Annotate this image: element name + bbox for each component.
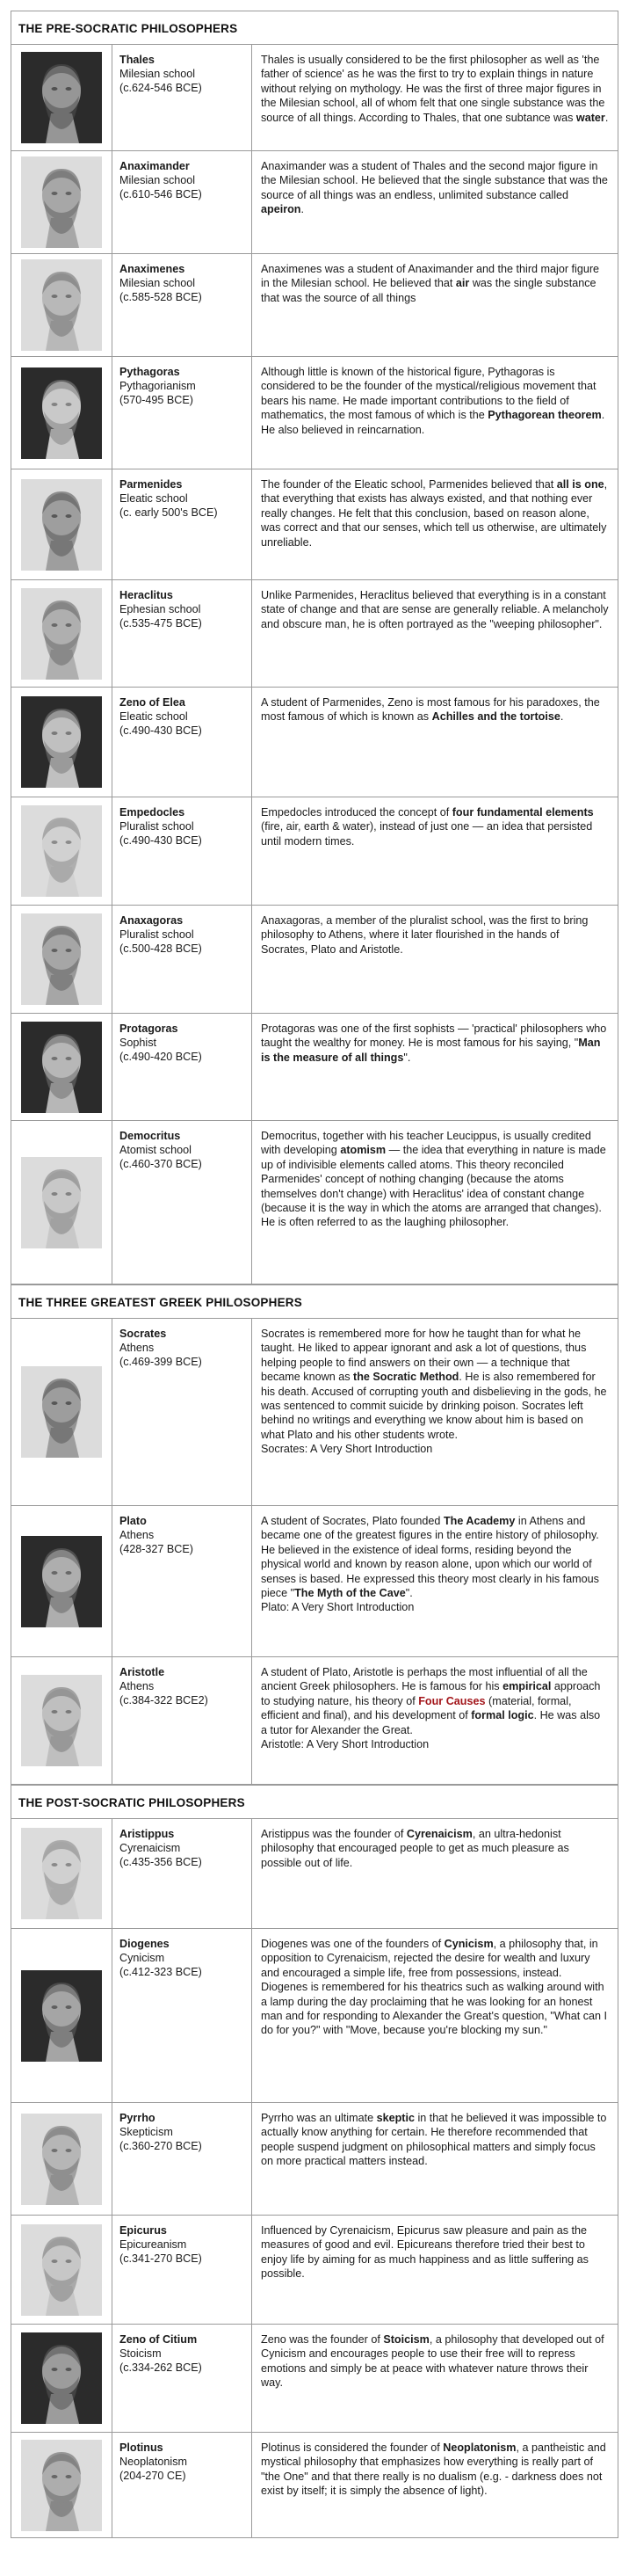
section-title: THE POST-SOCRATIC PHILOSOPHERS [11, 1785, 618, 1818]
philosopher-name: Anaximenes [119, 263, 185, 275]
bust-icon [21, 2440, 102, 2531]
name-cell [112, 580, 252, 687]
philosopher-row [11, 2102, 618, 2215]
bust-icon [21, 156, 102, 248]
description-cell [252, 2103, 618, 2215]
description-cell [252, 2216, 618, 2324]
description-cell [252, 580, 618, 687]
description-cell [252, 469, 618, 579]
description-text: , a philosophy that, in opposition to Cyrenaicism, rejected the desire for wealth and luxury and encouraged a simple life, free from possessions, instead. Diogenes is remembered for his theatrics such as walking around with a lamp during the day proclaiming that he was looking for an honest man and for responding to Alexander the Great's question, "What can I do for you?" with "Move, because you're blocking my sun." [261, 1938, 608, 2037]
philosopher-name: Plato [119, 1515, 147, 1527]
description-cell [252, 2325, 618, 2432]
name-cell [112, 2433, 252, 2537]
portrait-cell [11, 1319, 112, 1505]
description-text: . He was also a tutor for Alexander the Great. [261, 1709, 601, 1736]
key-term: The Myth of the Cave [294, 1587, 406, 1600]
bust-icon [21, 367, 102, 459]
bust-icon [21, 1157, 102, 1248]
philosopher-dates: (c.624-546 BCE) [119, 82, 202, 94]
philosopher-dates: (c.360-270 BCE) [119, 2140, 202, 2152]
philosopher-school: Athens [119, 1680, 155, 1692]
name-cell [112, 151, 252, 253]
description-text: Although little is known of the historical figure, Pythagoras is considered to be the founder of the mystical/religious movement that bears his name. He made important contributions to the field of mathematics, the most famous of which is the [261, 366, 596, 422]
description-text: A student of Socrates, Plato founded [261, 1515, 444, 1527]
key-term: Man is the measure of all things [261, 1037, 601, 1064]
description-text: Socrates is remembered more for how he taught than for what he taught. He liked to appear ignorant and ask a lot of questions, thus helping people to find answers on their own — a technique that became known as [261, 1328, 587, 1384]
name-cell [112, 1014, 252, 1120]
philosopher-dates: (c.535-475 BCE) [119, 617, 202, 629]
bust-icon [21, 1828, 102, 1919]
portrait-cell [11, 254, 112, 356]
description-text: . He also believed in reincarnation. [261, 409, 605, 436]
philosopher-name: Aristotle [119, 1666, 165, 1678]
description-text: , an ultra-hedonist philosophy that encouraged people to get as much pleasure as possible out of life. [261, 1828, 569, 1869]
description-cell [252, 1319, 618, 1505]
philosopher-name: Anaximander [119, 160, 190, 172]
bust-icon [21, 805, 102, 897]
name-cell [112, 1929, 252, 2102]
bust-icon [21, 52, 102, 143]
bust-icon [21, 1022, 102, 1113]
bust-icon [21, 479, 102, 571]
bust-icon [21, 1366, 102, 1458]
philosopher-school: Pluralist school [119, 820, 194, 833]
description-text: was the single substance that was the source of all things [261, 277, 596, 304]
book-link[interactable]: Aristotle: A Very Short Introduction [261, 1738, 430, 1751]
bust-icon [21, 913, 102, 1005]
philosopher-name: Epicurus [119, 2224, 167, 2237]
description-text: Anaximenes was a student of Anaximander and the third major figure in the Milesian school. He believed that [261, 263, 600, 290]
philosopher-name: Pyrrho [119, 2112, 155, 2124]
key-term: Neoplatonism [443, 2441, 517, 2454]
portrait-cell [11, 1657, 112, 1784]
portrait-cell [11, 45, 112, 150]
bust-icon [21, 259, 102, 351]
description-text: A student of Parmenides, Zeno is most famous for his paradoxes, the most famous of which is known as [261, 696, 600, 724]
key-term: water [575, 111, 605, 124]
key-term: all is one [556, 478, 604, 491]
philosopher-name: Pythagoras [119, 366, 180, 378]
philosopher-name: Aristippus [119, 1828, 175, 1840]
philosopher-row [11, 356, 618, 469]
section-title: THE PRE-SOCRATIC PHILOSOPHERS [11, 11, 618, 44]
description-text: Aristippus was the founder of [261, 1828, 407, 1840]
philosopher-school: Sophist [119, 1037, 157, 1049]
key-term: Pythagorean theorem [488, 409, 602, 422]
philosopher-name: Heraclitus [119, 589, 173, 601]
bust-icon [21, 2114, 102, 2205]
description-text: Democritus, together with his teacher Leucippus, is usually credited with developing [261, 1130, 591, 1157]
philosopher-row [11, 2215, 618, 2324]
name-cell [112, 2325, 252, 2432]
name-cell [112, 2216, 252, 2324]
description-text: Thales is usually considered to be the first philosopher as well as 'the father of science' as he was the first to try to explain things in nature without relying on mythology. He was the first of three major figures in the Milesian school, all of whom felt that one single substance was the source of all things. According to Thales, that one subtance was [261, 54, 605, 124]
key-term: apeiron [261, 203, 301, 216]
name-cell [112, 906, 252, 1013]
description-text: A student of Plato, Aristotle is perhaps the most influential of all the ancient Greek philosophers. He is famous for his [261, 1666, 588, 1693]
philosopher-name: Socrates [119, 1328, 167, 1340]
philosopher-row [11, 687, 618, 797]
description-cell [252, 1121, 618, 1284]
description-text: , a philosophy that developed out of Cynicism and encourages people to use their free will to repress emotions and simply be at peace with whatever nature throws their way. [261, 2333, 604, 2390]
philosopher-school: Neoplatonism [119, 2456, 188, 2468]
description-text: Pyrrho was an ultimate [261, 2112, 377, 2124]
philosopher-dates: (c.460-370 BCE) [119, 1158, 202, 1170]
description-cell [252, 906, 618, 1013]
bust-icon [21, 588, 102, 680]
portrait-cell [11, 357, 112, 469]
name-cell [112, 1506, 252, 1656]
portrait-cell [11, 2216, 112, 2324]
philosopher-row [11, 1120, 618, 1284]
philosopher-row [11, 150, 618, 253]
philosopher-name: Plotinus [119, 2441, 163, 2454]
philosopher-name: Empedocles [119, 806, 185, 819]
bust-icon [21, 696, 102, 788]
portrait-cell [11, 1014, 112, 1120]
portrait-cell [11, 1929, 112, 2102]
bust-icon [21, 1970, 102, 2062]
philosopher-dates: (c.469-399 BCE) [119, 1356, 202, 1368]
description-cell [252, 688, 618, 797]
philosopher-row [11, 469, 618, 579]
description-text: ". [403, 1051, 411, 1064]
book-link[interactable]: Socrates: A Very Short Introduction [261, 1443, 433, 1456]
book-link[interactable]: Plato: A Very Short Introduction [261, 1601, 415, 1614]
description-text: . He is also remembered for his death. Accused of corrupting youth and disbelieving in the gods, he was sentenced to commit suicide by drinking poison. Socrates left behind no writings and everything we know about him is based on what Plato and his other students wrote. [261, 1371, 607, 1441]
portrait-cell [11, 580, 112, 687]
description-text: in Athens and became one of the greatest figures in the entire history of philosophy. He believed in the existence of ideal forms, residing beyond the physical world and known by reason alone, upon which our world of senses is based. He expressed this theory most clearly in his famous piece " [261, 1515, 599, 1600]
name-cell [112, 469, 252, 579]
description-text: . [300, 203, 304, 216]
description-text: . [560, 710, 564, 724]
description-cell [252, 1506, 618, 1656]
philosopher-name: Democritus [119, 1130, 181, 1142]
portrait-cell [11, 1121, 112, 1284]
portrait-cell [11, 797, 112, 905]
philosopher-school: Pluralist school [119, 928, 194, 941]
philosopher-name: Zeno of Elea [119, 696, 185, 709]
key-term: empirical [502, 1680, 552, 1693]
philosopher-row [11, 579, 618, 687]
portrait-cell [11, 906, 112, 1013]
description-cell [252, 2433, 618, 2537]
philosopher-school: Milesian school [119, 68, 196, 80]
philosopher-dates: (c.585-528 BCE) [119, 291, 202, 303]
philosopher-row [11, 905, 618, 1013]
section-title: THE THREE GREATEST GREEK PHILOSOPHERS [11, 1284, 618, 1318]
philosopher-name: Parmenides [119, 478, 183, 491]
philosopher-school: Athens [119, 1529, 155, 1541]
bust-icon [21, 1536, 102, 1627]
philosopher-row [11, 1013, 618, 1120]
philosopher-dates: (570-495 BCE) [119, 394, 193, 406]
portrait-cell [11, 2103, 112, 2215]
philosopher-name: Thales [119, 54, 155, 66]
name-cell [112, 688, 252, 797]
description-cell [252, 151, 618, 253]
key-term: Achilles and the tortoise [431, 710, 560, 724]
philosophers-table [11, 11, 618, 2538]
philosopher-dates: (c.412-323 BCE) [119, 1966, 202, 1978]
description-text: ". [405, 1587, 413, 1600]
portrait-cell [11, 2433, 112, 2537]
name-cell [112, 2103, 252, 2215]
philosopher-dates: (428-327 BCE) [119, 1543, 193, 1555]
portrait-cell [11, 1506, 112, 1656]
philosopher-name: Anaxagoras [119, 914, 184, 927]
philosopher-row [11, 1319, 618, 1505]
section-table [11, 1818, 618, 2538]
description-text: Protagoras was one of the first sophists — 'practical' philosophers who taught the wealthy for money. He is most famous for his saying, " [261, 1022, 607, 1050]
key-term: air [455, 277, 470, 290]
philosopher-row [11, 2432, 618, 2537]
name-cell [112, 1819, 252, 1928]
philosopher-dates: (c.490-430 BCE) [119, 834, 202, 847]
bust-icon [21, 2224, 102, 2316]
name-cell [112, 254, 252, 356]
philosopher-school: Eleatic school [119, 710, 188, 723]
philosopher-school: Ephesian school [119, 603, 201, 615]
philosopher-school: Skepticism [119, 2126, 173, 2138]
key-term: skeptic [376, 2112, 415, 2124]
philosopher-name: Protagoras [119, 1022, 178, 1035]
key-term: formal logic [471, 1709, 534, 1722]
key-term: Four Causes [418, 1694, 486, 1707]
philosopher-school: Eleatic school [119, 492, 188, 505]
philosopher-school: Milesian school [119, 277, 196, 289]
description-cell [252, 357, 618, 469]
philosopher-row [11, 1928, 618, 2102]
description-cell [252, 45, 618, 150]
name-cell [112, 1121, 252, 1284]
key-term: four fundamental elements [452, 806, 594, 819]
portrait-cell [11, 688, 112, 797]
philosopher-dates: (c.341-270 BCE) [119, 2252, 202, 2265]
description-text: Plotinus is considered the founder of [261, 2441, 444, 2454]
description-cell [252, 797, 618, 905]
philosopher-row [11, 1656, 618, 1784]
philosopher-school: Pythagorianism [119, 380, 196, 392]
philosopher-school: Epicureanism [119, 2238, 187, 2251]
philosopher-school: Milesian school [119, 174, 196, 186]
philosopher-row [11, 1505, 618, 1656]
key-term: Stoicism [383, 2333, 430, 2346]
description-text: in that he believed it was impossible to actually know anything for certain. He therefore recommended that people suspend judgment on philosophical matters and simply focus on more practical matters instead. [261, 2112, 607, 2168]
description-text: (fire, air, earth & water), instead of just one — an idea that persisted until modern times. [261, 820, 593, 848]
philosopher-row [11, 1819, 618, 1928]
philosopher-dates: (204-270 CE) [119, 2470, 186, 2482]
philosopher-dates: (c.500-428 BCE) [119, 942, 202, 955]
description-cell [252, 1819, 618, 1928]
philosopher-row [11, 45, 618, 150]
description-text: Zeno was the founder of [261, 2333, 384, 2346]
description-text: Influenced by Cyrenaicism, Epicurus saw pleasure and pain as the measures of good and evil. Epicureans therefore tried their best to enjoy life by aiming for as much happiness and as little suffering as possible. [261, 2224, 589, 2281]
key-term: The Academy [443, 1515, 516, 1527]
description-cell [252, 1929, 618, 2102]
description-text: Unlike Parmenides, Heraclitus believed that everything is in a constant state of change and that are sense are generally reliable. A melancholy and obscure man, he is often portrayed as the "weeping philosopher". [261, 589, 609, 630]
philosopher-row [11, 2324, 618, 2432]
philosopher-dates: (c. early 500's BCE) [119, 506, 218, 519]
description-text: Anaximander was a student of Thales and the second major figure in the Milesian school. He believed that the single substance that was the source of all things was an endless, unlimited substance called [261, 160, 608, 201]
philosopher-dates: (c.490-430 BCE) [119, 724, 202, 737]
philosopher-dates: (c.610-546 BCE) [119, 188, 202, 200]
portrait-cell [11, 151, 112, 253]
description-text: , a pantheistic and mystical philosophy that emphasizes how everything is really part of "the One" and that there really is no dualism (e.g. - darkness does not exist by itself; it is simply the absence of light). [261, 2441, 606, 2498]
description-text: approach to studying nature, his theory of [261, 1680, 601, 1707]
description-text: . [604, 111, 609, 124]
philosopher-dates: (c.384-322 BCE2) [119, 1694, 208, 1706]
bust-icon [21, 1675, 102, 1766]
description-text: — the idea that everything in nature is made up of indivisible elements called atoms. This theory reconciled Parmenides' concept of nothing changing (because the atoms themselves don't change) with Heraclitus' idea of constant change (because it is the way in which the atoms are arranged that changes). He is often referred to as the laughing philosopher. [261, 1144, 606, 1229]
philosopher-name: Diogenes [119, 1938, 170, 1950]
name-cell [112, 357, 252, 469]
description-cell [252, 1014, 618, 1120]
philosopher-school: Stoicism [119, 2347, 162, 2360]
section-table [11, 1318, 618, 1785]
philosopher-row [11, 253, 618, 356]
philosopher-dates: (c.490-420 BCE) [119, 1051, 202, 1063]
section-table [11, 44, 618, 1284]
portrait-cell [11, 2325, 112, 2432]
key-term: atomism [340, 1144, 387, 1157]
philosopher-school: Atomist school [119, 1144, 192, 1156]
philosopher-school: Athens [119, 1342, 155, 1354]
description-text: , that everything that exists has always existed, and that nothing ever really changes. He felt that this conclusion, based on reason alone, was correct and that our senses, which tell us otherwise, are ultimately unreliable. [261, 478, 608, 549]
philosopher-row [11, 797, 618, 905]
philosopher-name: Zeno of Citium [119, 2333, 198, 2346]
description-cell [252, 1657, 618, 1784]
bust-icon [21, 2332, 102, 2424]
philosopher-dates: (c.334-262 BCE) [119, 2361, 202, 2374]
key-term: the Socratic Method [353, 1371, 459, 1384]
description-text: The founder of the Eleatic school, Parmenides believed that [261, 478, 557, 491]
name-cell [112, 45, 252, 150]
description-text: (material, formal, efficient and final), and his development of [261, 1694, 572, 1722]
name-cell [112, 797, 252, 905]
philosopher-dates: (c.435-356 BCE) [119, 1856, 202, 1868]
key-term: Cyrenaicism [406, 1828, 473, 1840]
key-term: Cynicism [444, 1938, 494, 1950]
description-text: Anaxagoras, a member of the pluralist school, was the first to bring philosophy to Athens, where it later flourished in the hands of Socrates, Plato and Aristotle. [261, 914, 589, 956]
description-text: Diogenes was one of the founders of [261, 1938, 445, 1950]
portrait-cell [11, 469, 112, 579]
philosopher-school: Cynicism [119, 1952, 165, 1964]
name-cell [112, 1657, 252, 1784]
description-text: Empedocles introduced the concept of [261, 806, 452, 819]
description-cell [252, 254, 618, 356]
philosopher-school: Cyrenaicism [119, 1842, 181, 1854]
name-cell [112, 1319, 252, 1505]
portrait-cell [11, 1819, 112, 1928]
